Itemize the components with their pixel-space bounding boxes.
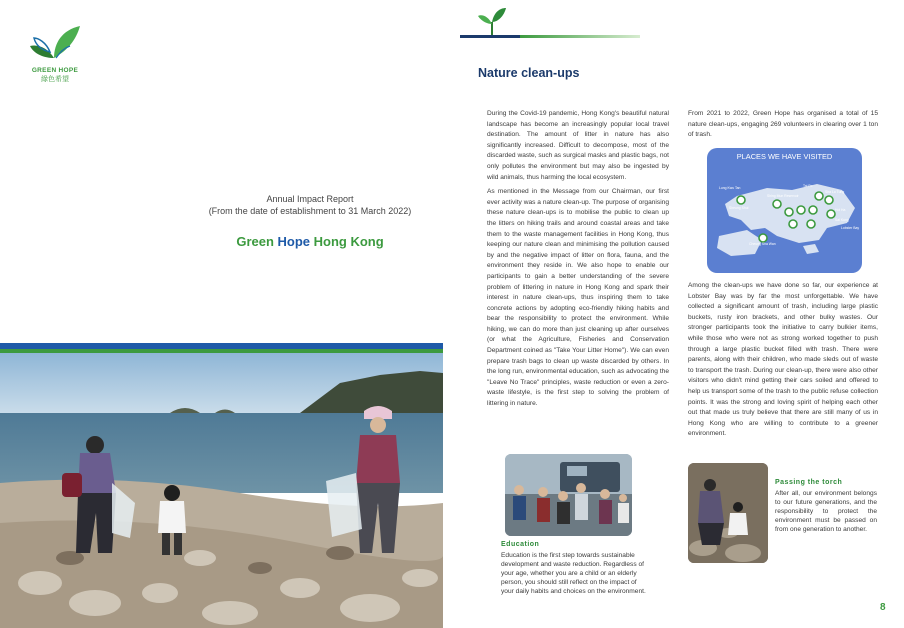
org-name-part3: Hong Kong	[310, 234, 384, 249]
column-2-intro: From 2021 to 2022, Green Hope has organised a total of 15 nature clean-ups, engaging 269 volunteers in clearing over 1 ton of trash.	[688, 110, 878, 139]
leaf-logo-icon	[24, 18, 86, 62]
beach-photo	[0, 353, 443, 628]
column-1-text	[487, 109, 669, 414]
map-label-5: Sai Kung	[835, 218, 849, 222]
map-label-9: Cheung Sha Wan	[749, 242, 776, 246]
map-label-3: Sha Lo Tung	[825, 190, 845, 194]
section-title: Nature clean-ups	[478, 66, 580, 80]
header-line-blue	[460, 35, 520, 38]
org-name	[200, 234, 420, 249]
torch-title: Passing the torch	[775, 479, 843, 486]
map-label-7: Hoi Ha	[835, 208, 846, 212]
torch-text: After all, our environment belongs to our future generations, and the responsibility to protect the environment must be passed on from one generation to another.	[775, 490, 877, 533]
sprout-icon	[478, 6, 506, 38]
map-label-6: Sheung Shui	[729, 206, 749, 210]
report-title: Annual Impact Report	[266, 194, 354, 204]
paragraph-1: During the Covid-19 pandemic, Hong Kong's beautiful natural landscape has become an increasingly popular local travel destination. The amount of litter in nature has also significantly increased. Difficult to decompose, most of the discarded waste, such as surgical masks and plastic bags, not only pollutes the environment but may also be ingested by wild animals, thus harming the local ecosystem.	[487, 110, 669, 181]
map-label-8: Lobster Bay	[841, 226, 860, 230]
logo-text-zh: 綠色希望	[41, 76, 69, 83]
places-map	[707, 148, 862, 273]
education-title: Education	[501, 541, 540, 548]
map-label-1: Lung Kwu Tan	[719, 186, 741, 190]
map-title: PLACES WE HAVE VISITED	[736, 152, 833, 161]
logo	[24, 18, 86, 84]
header-line-green	[520, 35, 640, 38]
page-number: 8	[880, 602, 886, 613]
map-label-4: Shing Mun Reservoir	[767, 194, 799, 198]
education-text: Education is the first step towards sustainable development and waste reduction. Regardless of your age, whether you are a child or an elderly person, you should still reflect on the impact of your daily habits and choices on the environment.	[501, 552, 646, 595]
torch-photo	[688, 463, 768, 563]
org-name-part1: Green	[236, 234, 278, 249]
org-name-part2: Hope	[277, 234, 311, 249]
map-label-2: Tai Po	[803, 184, 813, 188]
logo-text-en: GREEN HOPE	[31, 67, 79, 74]
report-period: (From the date of establishment to 31 March 2022)	[208, 206, 412, 216]
paragraph-2: As mentioned in the Message from our Chairman, our first ever activity was a nature clean-up. The purpose of organising these nature clean-ups is to mobilise the public to clean up the litters on hiking trails and around coastal areas and take them to the waste management facilities in Hong Kong, thus keeping our nature clean and minimising the pollution caused by and the negative impact of litter on flora, fauna, and the environment they reside in. We also hope to enable our participants to gain a better understanding of the severe problem of littering in nature in Hong Kong and spark their interest in nature clean-ups, thus inspiring them to take concrete actions by adopting eco-friendly hiking habits and bear the responsibility to protect the environment. While hiking, we can do more than just cleaning up after ourselves (or what the Agriculture, Fisheries and Conservation Department coined as "Take Your Litter Home"). We can even prepare trash bags to clean up waste discarded by others. In the long run, environmental education, such as advocating the "Leave No Trace" principles, waste reduction or even a zero-waste lifestyle, is the first step to solving the problem of littering in nature.	[487, 188, 669, 408]
education-photo	[505, 454, 632, 536]
column-2-paragraph: Among the clean-ups we have done so far, our experience at Lobster Bay was by far the most unforgettable. We have collected a significant amount of trash, including large plastic buckets, rusty iron brackets, and other bulky wastes. Our stronger participants took the initiative to carry bulkier items, while those who were not as strong worked together to push through a large plastic bucket filled with trash. There were parents, along with their children, who made sleds out of waste to transport the trash. During our clean-up, there were also other visitors who didn't mind getting their cars soiled and offered to help us transport some of the trash to the public refuse collection points. It was the strong and loving spirit of helping each other out that made us truly believe that there are still many of us in Hong Kong who are willing to contribute to a greener environment.	[688, 282, 878, 438]
